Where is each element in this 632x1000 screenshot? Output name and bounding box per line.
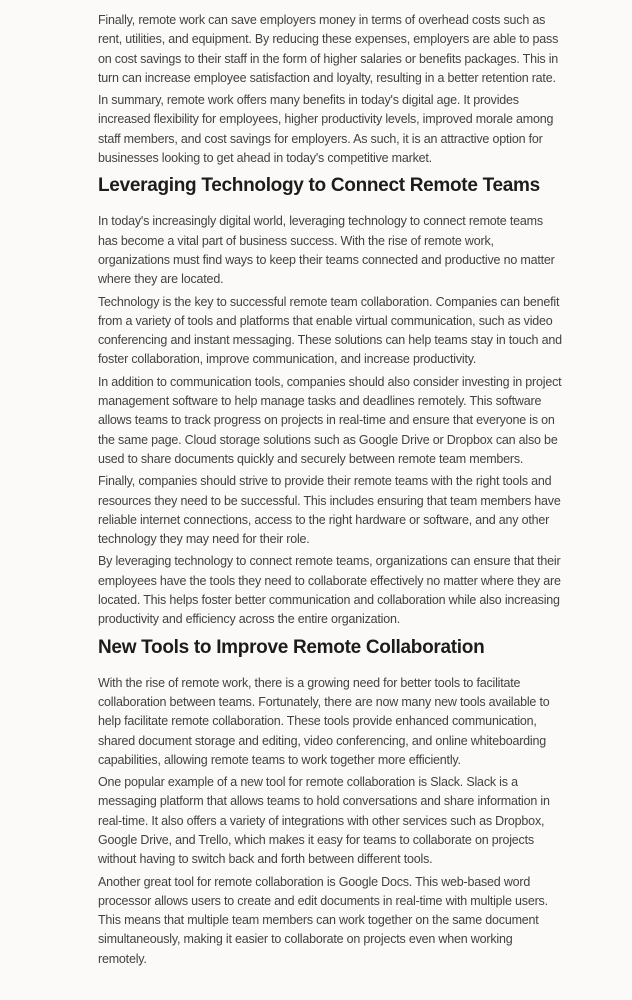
paragraph-digital-world: In today's increasingly digital world, leveraging technology to connect remote teams has become a vital part of business success. With the rise of remote work, organizations must find ways to keep their teams connected and productive no matter where they are located.: [98, 214, 555, 287]
paragraph-project-management: In addition to communication tools, companies should also consider investing in project management software to help manage tasks and deadlines remotely. This software allows teams to track progress on projects in real-time and ensure that everyone is on the same page. Cloud storage solutions such as Google Drive or Dropbox can also be used to share documents quickly and securely between remote team members.: [98, 374, 562, 466]
section-heading-leveraging-technology: Leveraging Technology to Connect Remote Teams: [98, 175, 540, 197]
paragraph-right-tools: Finally, companies should strive to provide their remote teams with the right tools and resources they need to be successful. This includes ensuring that team members have reliable internet connections, access to the right hardware or software, and any other technology they may need for their role.: [98, 474, 561, 547]
paragraph-google-docs: Another great tool for remote collaboration is Google Docs. This web-based word processor allows users to create and edit documents in real-time with multiple users. This means that multiple team members can work together on the same document simultaneously, making it easier to collaborate on projects even when working remotely.: [98, 874, 548, 966]
paragraph-rise-of-remote-work: With the rise of remote work, there is a growing need for better tools to facilitate collaboration between teams. Fortunately, there are now many new tools available to help facilitate remote collaboration. These tools provide enhanced communication, shared document storage and editing, video conferencing, and online whiteboarding capabilities, allowing remote teams to work together more efficiently.: [98, 675, 550, 767]
paragraph-overhead-costs: Finally, remote work can save employers money in terms of overhead costs such as rent, utilities, and equipment. By reducing these expenses, employers are able to pass on cost savings to their staff in the form of higher salaries or benefits packages. This in turn can increase employee satisfaction and loyalty, resulting in a better retention rate.: [98, 13, 559, 85]
paragraph-leveraging-conclusion: By leveraging technology to connect remote teams, organizations can ensure that their employees have the tools they need to collaborate effectively no matter where they are located. This helps foster better communication and collaboration while also increasing productivity and efficiency across the entire organization.: [98, 554, 561, 627]
paragraph-slack-example: One popular example of a new tool for remote collaboration is Slack. Slack is a messaging platform that allows teams to hold conversations and share information in real-time. It also offers a variety of integrations with other services such as Dropbox, Google Drive, and Trello, which makes it easy for teams to collaborate on projects without having to switch back and forth between different tools.: [98, 775, 550, 867]
paragraph-summary-benefits: In summary, remote work offers many benefits in today's digital age. It provides increased flexibility for employees, higher productivity levels, improved morale among staff members, and cost savings for employers. As such, it is an attractive option for businesses looking to get ahead in today's competitive market.: [98, 93, 554, 166]
paragraph-technology-key: Technology is the key to successful remote team collaboration. Companies can benefit from a variety of tools and platforms that enable virtual communication, such as video conferencing and instant messaging. These solutions can help teams stay in touch and foster collaboration, improve communication, and increase productivity.: [98, 294, 562, 367]
section-heading-new-tools: New Tools to Improve Remote Collaboration: [98, 636, 485, 658]
